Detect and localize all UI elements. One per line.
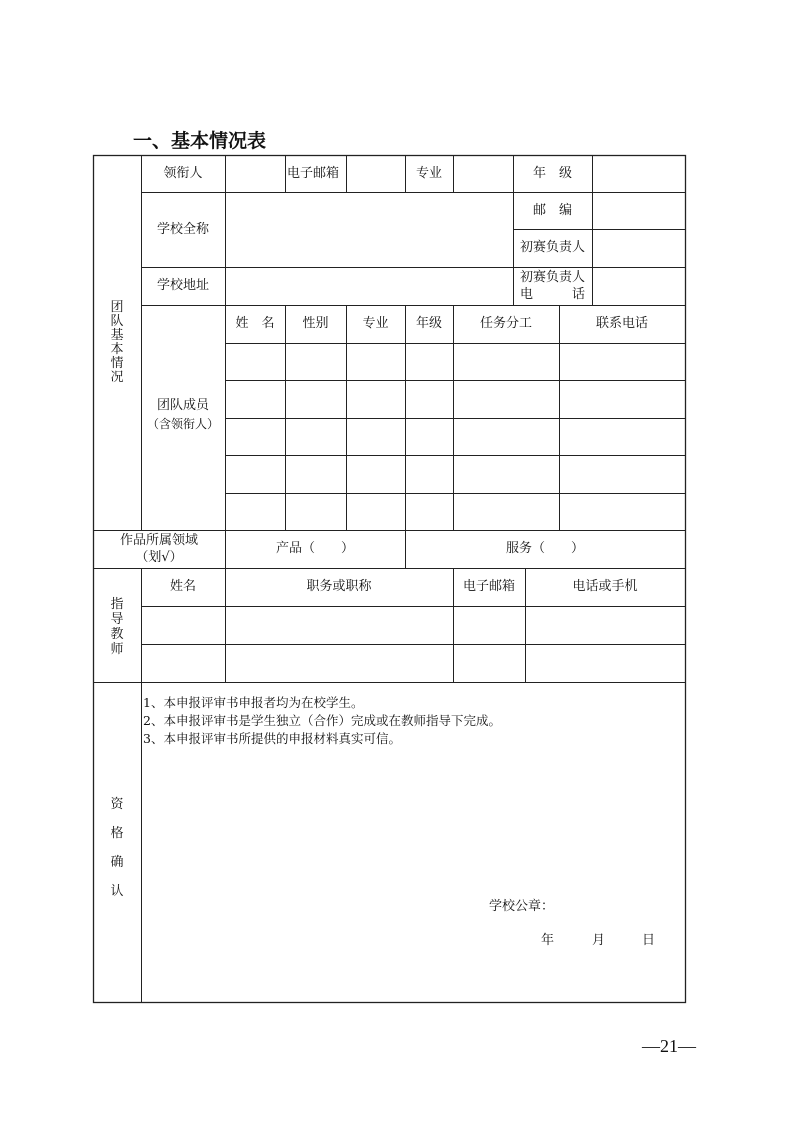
school-name-input[interactable] [225, 192, 513, 267]
contact-phone-label-line1: 初赛负责人 [519, 270, 585, 285]
contact-phone-label-line2: 电 话 [519, 287, 585, 302]
field-label [93, 530, 225, 568]
leader-label: 领衔人 [163, 165, 203, 181]
date-month: 月 [592, 933, 606, 948]
statement-3: 3、本申报评审书所提供的申报材料真实可信。 [143, 731, 401, 746]
contact-label: 初赛负责人 [519, 240, 585, 255]
field-label-line1: 作品所属领域 [119, 533, 198, 548]
teacher-section-label-text: 指导教师 [110, 597, 124, 657]
teacher-header-name: 姓名 [169, 579, 196, 594]
teacher-header-email: 电子邮箱 [462, 579, 515, 594]
members-sublabel: （含领衔人） [146, 417, 219, 431]
major-input[interactable] [453, 155, 513, 192]
postcode-label: 邮 编 [532, 202, 572, 218]
teacher-section-label [109, 597, 125, 657]
team-section-label [109, 301, 125, 385]
email-label: 电子邮箱 [287, 165, 340, 181]
field-label-line2: （划√） [135, 550, 183, 565]
member-header-major: 专业 [362, 316, 389, 331]
page-number: —21— [642, 1036, 696, 1056]
teacher-header-phone: 电话或手机 [572, 579, 638, 594]
date-year: 年 [541, 933, 555, 948]
qualification-label [109, 790, 125, 906]
team-section-label-text: 团队基本情况 [110, 300, 124, 385]
qualification-label-text: 资格确认 [110, 797, 124, 899]
members-label [141, 395, 225, 435]
contact-phone-input[interactable] [592, 267, 685, 305]
member-header-phone: 联系电话 [595, 316, 648, 331]
section-title: 一、基本情况表 [133, 130, 267, 152]
product-option[interactable]: 产品（ ） [275, 541, 354, 556]
members-label-text: 团队成员 [156, 398, 209, 413]
major-label: 专业 [415, 165, 442, 181]
school-name-label: 学校全称 [156, 221, 209, 237]
school-address-input[interactable] [225, 267, 513, 305]
member-header-name: 姓 名 [235, 316, 275, 331]
statement-1: 1、本申报评审书申报者均为在校学生。 [143, 695, 364, 710]
school-seal-label: 学校公章： [489, 899, 555, 914]
member-header-task: 任务分工 [479, 316, 532, 331]
contact-phone-label [513, 267, 592, 305]
email-input[interactable] [346, 155, 405, 192]
contact-input[interactable] [592, 229, 685, 267]
member-header-gender: 性别 [302, 316, 329, 331]
postcode-input[interactable] [592, 192, 685, 229]
leader-input[interactable] [225, 155, 285, 192]
member-header-grade: 年级 [415, 316, 442, 331]
service-option[interactable]: 服务（ ） [505, 541, 584, 556]
grade-input[interactable] [592, 155, 685, 192]
date-day: 日 [642, 933, 656, 948]
teacher-header-title: 职务或职称 [306, 579, 372, 594]
grade-label: 年 级 [532, 165, 572, 181]
statement-2: 2、本申报评审书是学生独立（合作）完成或在教师指导下完成。 [143, 713, 501, 728]
school-address-label: 学校地址 [156, 278, 209, 293]
